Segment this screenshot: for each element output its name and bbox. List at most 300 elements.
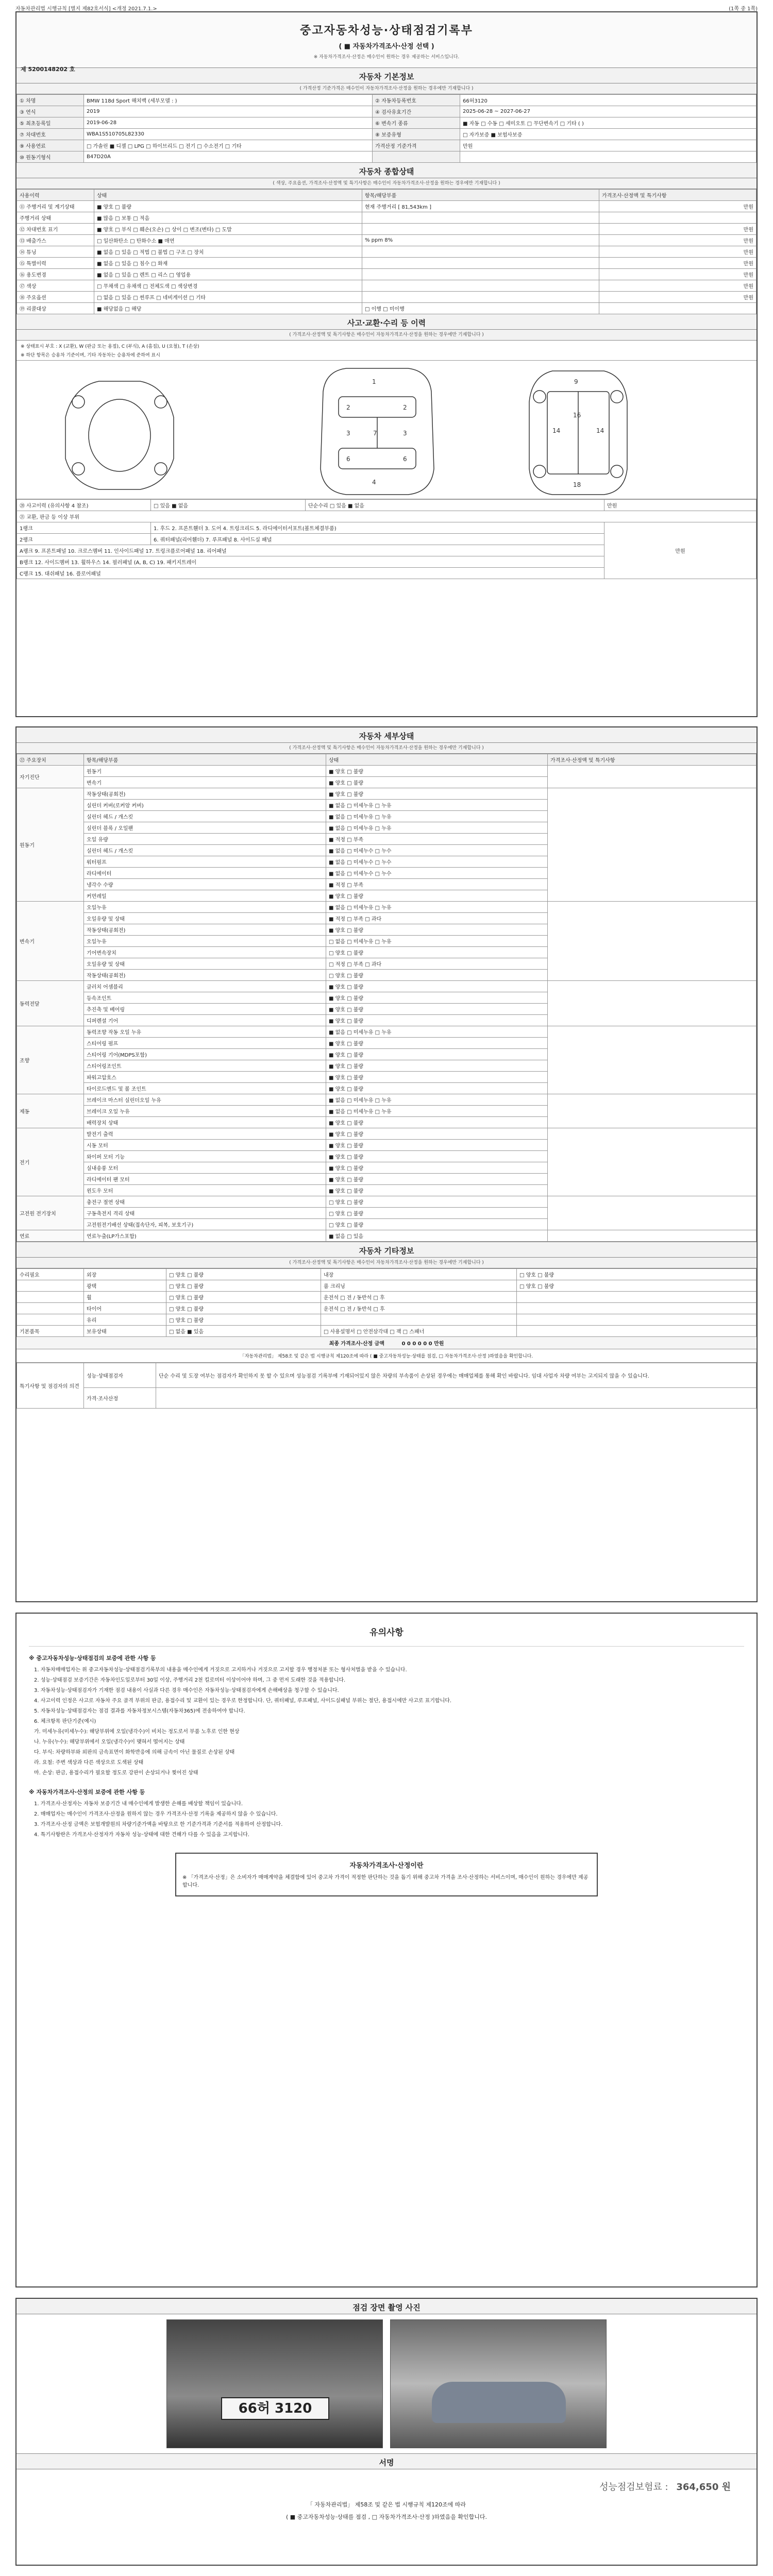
detail-state: □ 적정 □ 부족 □ 과다 <box>326 958 548 970</box>
overall-header-price: 가격조사·산정액 및 특기사항 <box>599 190 757 201</box>
overall-price: 만원 <box>599 224 757 235</box>
overall-detail <box>362 212 599 224</box>
overall-header-item: 항목/해당부품 <box>362 190 599 201</box>
detail-item: 실내송풍 모터 <box>84 1162 326 1174</box>
other-state-b <box>517 1314 757 1326</box>
note-item: 1. 자동차매매업자는 위 중고자동차성능·상태점검기록부의 내용을 매수인에게 거짓으로 고지하거나 거짓으로 고지할 경우 행정처분 또는 형사처벌을 받을 수 있습니다. <box>34 1667 407 1673</box>
frame-c: C랭크 15. 대쉬패널 16. 플로어패널 <box>17 568 604 579</box>
outer-1-items: 1. 후드 2. 프론트휀더 3. 도어 4. 트렁크리드 5. 라디에이터서포트(볼트체결부품) <box>151 522 604 534</box>
simple-repair: 단순수리 □ 있음 ■ 없음 <box>306 500 604 511</box>
document-subtitle: ( ■ 자동차가격조사·산정 선택 ) <box>339 43 434 50</box>
detail-state: ■ 없음 □ 미세누수 □ 누수 <box>326 856 548 868</box>
detail-price <box>548 1230 757 1242</box>
detail-item: 오일누유 <box>84 902 326 913</box>
overall-price: 만원 <box>599 246 757 258</box>
special-a-text: 단순 수리 및 도장 여부는 점검자가 확인하지 못 할 수 있으며 성능점검 기록부에 기재되어있지 않은 차량의 부속품이 손상된 경우에는 매매업체를 통해 확인 바랍니다. 임대 사업자 차량 여부는 고지되지 않을 수 있습니다. <box>156 1363 757 1388</box>
overall-row <box>17 258 757 269</box>
detail-row <box>17 1196 757 1208</box>
accident-price: 만원 <box>604 500 757 511</box>
exchange-price: 만원 <box>604 522 757 579</box>
detail-state: ■ 없음 □ 미세누유 □ 누유 <box>326 1106 548 1117</box>
detail-row <box>17 1094 757 1106</box>
other-state: □ 양호 □ 불량 <box>166 1314 321 1326</box>
detail-item: 실린더 헤드 / 개스킷 <box>84 845 326 856</box>
detail-state: ■ 양호 □ 불량 <box>326 890 548 902</box>
note-item: 1. 가격조사·산정자는 자동차 보증기간 내 매수인에게 발생한 손해를 배상할 책임이 있습니다. <box>34 1801 243 1807</box>
rear-photo <box>390 2319 607 2448</box>
other-state-b: □ 양호 □ 불량 <box>517 1280 757 1292</box>
detail-state: ■ 양호 □ 불량 <box>326 1151 548 1162</box>
basic-label: ② 자동차등록번호 <box>373 95 460 106</box>
detail-item: 스티어링조인트 <box>84 1060 326 1072</box>
svg-text:4: 4 <box>372 479 376 486</box>
detail-item: 실린더 커버(로커암 커버) <box>84 800 326 811</box>
notes-section-1: ※ 중고자동차성능·상태점검의 보증에 관한 사항 등 <box>29 1655 156 1662</box>
detail-state: ■ 없음 □ 있음 <box>326 1230 548 1242</box>
detail-item: 브레이크 마스터 실린더오일 누유 <box>84 1094 326 1106</box>
detail-header-state: 상태 <box>326 754 548 766</box>
overall-item: ⑱ 주요옵션 <box>17 292 94 303</box>
outer-2-items: 6. 쿼터패널(리어휀더) 7. 루프패널 8. 사이드실 패널 <box>151 534 604 545</box>
basic-label: ⑧ 보증유형 <box>373 129 460 140</box>
price-explanation-title: 자동차가격조사·산정이란 <box>349 1862 424 1870</box>
detail-state: ■ 양호 □ 불량 <box>326 1072 548 1083</box>
basic-label: 가격산정 기준가격 <box>373 140 460 151</box>
document-number-value: 5200148202 <box>28 66 68 73</box>
overall-item: ⑲ 리콜대상 <box>17 303 94 314</box>
basic-value: 만원 <box>460 140 757 151</box>
detail-header-device: ㉒ 주요장치 <box>17 754 84 766</box>
detail-row <box>17 1128 757 1140</box>
overall-row <box>17 303 757 314</box>
detail-state: ■ 양호 □ 불량 <box>326 777 548 788</box>
detail-group: 연료 <box>17 1230 84 1242</box>
other-row <box>17 1314 757 1326</box>
basic-label: ③ 연식 <box>17 106 84 117</box>
special-b-label: 가격·조사산정 <box>84 1388 156 1409</box>
frame-a: A랭크 9. 프론트패널 10. 크로스멤버 11. 인사이드패널 17. 트렁크플로어패널 18. 리어패널 <box>17 545 604 556</box>
basic-label: ⑤ 최초등록일 <box>17 117 84 129</box>
fee-row <box>16 2469 757 2498</box>
page-2 <box>15 726 758 1602</box>
basic-value <box>460 151 757 163</box>
detail-item: 라디에이터 팬 모터 <box>84 1174 326 1185</box>
detail-state: ■ 없음 □ 미세누유 □ 누유 <box>326 1094 548 1106</box>
svg-text:7: 7 <box>373 430 377 437</box>
note-item: 4. 사고이력 인정은 사고로 자동차 주요 골격 부위의 판금, 용접수리 및 교환이 있는 경우로 한정합니다. 단, 쿼터패널, 루프패널, 사이드실패널 부위는 절단, 용접시에만 사고로 표기합니다. <box>34 1698 452 1704</box>
notes-list-2 <box>29 1800 744 1839</box>
overall-row <box>17 246 757 258</box>
svg-text:16: 16 <box>573 412 581 419</box>
detail-item: 오일유량 및 상태 <box>84 913 326 924</box>
overall-price <box>599 303 757 314</box>
basic-label: ⑩ 원동기형식 <box>17 151 84 163</box>
detail-item: 충전구 절연 상태 <box>84 1196 326 1208</box>
other-item-b: 운전석 □ 전 / 동반석 □ 후 <box>321 1303 517 1314</box>
detail-state: ■ 없음 □ 미세누유 □ 누유 <box>326 811 548 822</box>
basic-label: ④ 검사유효기간 <box>373 106 460 117</box>
document-number: 제 5200148202 호 <box>21 66 75 73</box>
detail-state: ■ 양호 □ 불량 <box>326 1162 548 1174</box>
note-item: 5. 자동차성능·상태점검자는 점검 결과를 자동차정보시스템(자동차365)에 전송하여야 합니다. <box>34 1708 245 1714</box>
detail-state: ■ 없음 □ 미세누수 □ 누수 <box>326 845 548 856</box>
special-a-label: 성능·상태점검자 <box>84 1363 156 1388</box>
other-subtitle: ( 가격조사·산정액 및 특기사항은 매수인이 자동차가격조사·산정을 원하는 경우에만 기재합니다 ) <box>16 1258 757 1268</box>
detail-state: ■ 양호 □ 불량 <box>326 1015 548 1026</box>
overall-detail <box>362 258 599 269</box>
car-frame-view <box>529 371 627 495</box>
footer-line-1: 「 자동차관리법」 제58조 및 같은 법 시행규칙 제120조에 따라 <box>307 2501 466 2508</box>
overall-state: ■ 해당없음 □ 해당 <box>94 303 362 314</box>
overall-row <box>17 280 757 292</box>
other-item-b: □ 사용설명서 □ 안전삼각대 □ 잭 □ 스패너 <box>321 1326 517 1337</box>
detail-item: 오일유량 및 상태 <box>84 958 326 970</box>
basic-label: ⑨ 사용연료 <box>17 140 84 151</box>
overall-state: ■ 양호 □ 부식 □ 훼손(오손) □ 상이 □ 변조(변타) □ 도말 <box>94 224 362 235</box>
detail-item: 실린더 헤드 / 개스킷 <box>84 811 326 822</box>
overall-item: ⑰ 색상 <box>17 280 94 292</box>
overall-item: ⑯ 용도변경 <box>17 269 94 280</box>
other-item-b: 내장 <box>321 1269 517 1280</box>
detail-item: 냉각수 수량 <box>84 879 326 890</box>
basic-row <box>17 151 757 163</box>
other-item: 광택 <box>84 1280 166 1292</box>
basic-label: ⑥ 변속기 종류 <box>373 117 460 129</box>
car-diagram-area <box>16 360 757 499</box>
footer-line-2: ( ■ 중고자동차성능·상태를 점검 , □ 자동차가격조사·산정 )하였음을 확인합니다. <box>285 2514 488 2520</box>
detail-item: 파워고압호스 <box>84 1072 326 1083</box>
overall-row <box>17 212 757 224</box>
basic-label: ① 차명 <box>17 95 84 106</box>
other-item-b: 운전석 □ 전 / 동반석 □ 후 <box>321 1292 517 1303</box>
svg-text:14: 14 <box>552 427 561 434</box>
accident-history-label: ⑳ 사고이력 (유의사항 4 참조) <box>17 500 151 511</box>
detail-group: 전기 <box>17 1128 84 1196</box>
basic-value: ■ 자동 □ 수동 □ 세미오토 □ 무단변속기 □ 기타 ( ) <box>460 117 757 129</box>
detail-item: 구동축전지 격리 상태 <box>84 1208 326 1219</box>
form-reference: 자동차관리법 시행규칙 [별지 제82호서식] <개정 2021.7.1.> <box>15 6 157 12</box>
overall-price: 만원 <box>599 269 757 280</box>
detail-state: □ 양호 □ 불량 <box>326 1208 548 1219</box>
overall-detail <box>362 269 599 280</box>
page-1 <box>15 11 758 717</box>
overall-detail <box>362 224 599 235</box>
basic-row <box>17 129 757 140</box>
overall-header-state: 상태 <box>94 190 362 201</box>
other-group <box>17 1314 84 1326</box>
detail-subtitle: ( 가격조사·산정액 및 특기사항은 매수인이 자동차가격조사·산정을 원하는 경우에만 기재합니다 ) <box>16 743 757 754</box>
photos-title: 점검 장면 촬영 사진 <box>16 2299 757 2314</box>
svg-text:2: 2 <box>346 404 350 411</box>
overall-state: ■ 없음 □ 있음 □ 침수 □ 화재 <box>94 258 362 269</box>
detail-group: 제동 <box>17 1094 84 1128</box>
overall-row <box>17 224 757 235</box>
basic-value: WBA1S510705L82330 <box>84 129 373 140</box>
fee-value: 364,650 원 <box>676 2482 731 2493</box>
detail-item: 스티어링 펌프 <box>84 1038 326 1049</box>
detail-item: 워터펌프 <box>84 856 326 868</box>
other-state: □ 양호 □ 불량 <box>166 1292 321 1303</box>
basic-info-subtitle: ( 가격산정 기준가격은 매수인이 자동차가격조사·산정을 원하는 경우에만 기재합니다 ) <box>16 83 757 94</box>
overall-row <box>17 269 757 280</box>
detail-item: 작동상태(공회전) <box>84 788 326 800</box>
overall-price: 만원 <box>599 280 757 292</box>
detail-state: ■ 양호 □ 불량 <box>326 1185 548 1196</box>
detail-item: 디퍼렌셜 기어 <box>84 1015 326 1026</box>
photos-row <box>16 2314 757 2453</box>
overall-state: ■ 많음 □ 보통 □ 적음 <box>94 212 362 224</box>
basic-value: □ 가솔린 ■ 디젤 □ LPG □ 하이브리드 □ 전기 □ 수소전기 □ 기타 <box>84 140 373 151</box>
outer-2-title: 2랭크 <box>17 534 151 545</box>
other-row <box>17 1269 757 1280</box>
accident-table <box>16 499 757 579</box>
other-group: 수리필요 <box>17 1269 84 1280</box>
basic-row <box>17 117 757 129</box>
svg-text:6: 6 <box>346 455 350 463</box>
page-4 <box>15 2298 758 2566</box>
overall-row <box>17 201 757 212</box>
svg-text:9: 9 <box>574 378 578 385</box>
detail-item: 배력장치 상태 <box>84 1117 326 1128</box>
note-item: 3. 자동차성능·상태점검자가 기재한 점검 내용이 사실과 다른 경우 매수인은 자동차성능·상태점검자에게 손해배상을 청구할 수 있습니다. <box>34 1688 339 1693</box>
detail-state: ■ 양호 □ 불량 <box>326 766 548 777</box>
detail-state: ■ 양호 □ 불량 <box>326 981 548 992</box>
signature-title: 서명 <box>16 2453 757 2469</box>
detail-state: ■ 양호 □ 불량 <box>326 1140 548 1151</box>
detail-item: 동력조향 작동 오일 누유 <box>84 1026 326 1038</box>
special-label: 특기사항 및 점검자의 의견 <box>17 1363 84 1409</box>
note-item: 마. 손상: 판금, 용접수리가 필요할 정도로 강판이 손상되거나 찢어진 상태 <box>34 1770 198 1776</box>
front-photo <box>166 2319 383 2448</box>
note-item: 3. 가격조사·산정 금액은 보험개발원의 차량기준가액을 바탕으로 한 기준가격과 기준서를 적용하여 산정합니다. <box>34 1822 283 1827</box>
accident-legend-2: ※ 하단 항목은 승용차 기준이며, 기타 자동차는 승용차에 준하여 표시 <box>21 353 160 358</box>
detail-state: ■ 양호 □ 불량 <box>326 1038 548 1049</box>
detail-item: 시동 모터 <box>84 1140 326 1151</box>
overall-price: 만원 <box>599 235 757 246</box>
detail-item: 발전기 출력 <box>84 1128 326 1140</box>
overall-price: 만원 <box>599 201 757 212</box>
svg-text:2: 2 <box>403 404 407 411</box>
overall-item: ⑪ 주행거리 및 계기상태 <box>17 201 94 212</box>
note-item: 나. 누유(누수): 해당부위에서 오일(냉각수)이 맺혀서 떨어지는 상태 <box>34 1739 185 1745</box>
overall-detail <box>362 280 599 292</box>
detail-state: □ 양호 □ 불량 <box>326 1196 548 1208</box>
detail-state: □ 양호 □ 불량 <box>326 1219 548 1230</box>
basic-value: □ 자가보증 ■ 보험사보증 <box>460 129 757 140</box>
detail-item: 실린더 블록 / 오일팬 <box>84 822 326 834</box>
note-item: 라. 요철: 주변 색상과 다른 색상으로 도색된 상태 <box>34 1760 144 1766</box>
detail-group: 조향 <box>17 1026 84 1094</box>
detail-price <box>548 902 757 981</box>
overall-state: ■ 없음 □ 있음 □ 적법 □ 불법 □ 구조 □ 장치 <box>94 246 362 258</box>
other-state-b <box>517 1292 757 1303</box>
overall-price <box>599 212 757 224</box>
detail-state: ■ 적정 □ 부족 <box>326 879 548 890</box>
basic-value: BMW 118d Sport 해치백 (세부모델 : ) <box>84 95 373 106</box>
form-header-row <box>15 4 758 12</box>
car-shape <box>432 2382 566 2423</box>
basic-row <box>17 140 757 151</box>
overall-item: ⑮ 특별이력 <box>17 258 94 269</box>
overall-row <box>17 292 757 303</box>
other-state: □ 양호 □ 불량 <box>166 1303 321 1314</box>
detail-group: 변속기 <box>17 902 84 981</box>
overall-table <box>16 189 757 314</box>
accident-history-value: □ 있음 ■ 없음 <box>151 500 306 511</box>
note-item: 2. 매매업자는 매수인이 가격조사·산정을 원하지 않는 경우 가격조사·산정 기록을 제공하지 않을 수 있습니다. <box>34 1811 278 1817</box>
other-group <box>17 1280 84 1292</box>
overall-state: ■ 양호 □ 불량 <box>94 201 362 212</box>
other-group <box>17 1292 84 1303</box>
overall-title: 자동차 종합상태 <box>16 163 757 178</box>
detail-state: ■ 양호 □ 불량 <box>326 1083 548 1094</box>
exchange-label: ㉑ 교환, 판금 등 이상 부위 <box>17 511 757 522</box>
page-3 <box>15 1613 758 2287</box>
overall-price: 만원 <box>599 292 757 303</box>
svg-text:14: 14 <box>596 427 604 434</box>
basic-row <box>17 106 757 117</box>
confirmation-notice: 「자동차관리법」 제58조 및 같은 법 시행규칙 제120조에 따라 ( ■ 중고자동차성능·상태를 점검, □ 자동차가격조사·산정 )하였음을 확인합니다. <box>16 1349 757 1363</box>
license-plate: 66허 3120 <box>221 2397 329 2420</box>
detail-header-price: 가격조사·산정액 및 특기사항 <box>548 754 757 766</box>
other-title: 자동차 기타정보 <box>16 1242 757 1258</box>
detail-price <box>548 1094 757 1128</box>
overall-state: ■ 없음 □ 있음 □ 렌트 □ 리스 □ 영업용 <box>94 269 362 280</box>
svg-text:6: 6 <box>403 455 407 463</box>
detail-price <box>548 1128 757 1196</box>
other-row <box>17 1292 757 1303</box>
detail-price <box>548 766 757 788</box>
detail-state: □ 양호 □ 불량 <box>326 947 548 958</box>
detail-row <box>17 766 757 777</box>
overall-detail: 현재 주행거리 [ 81,543km ] <box>362 201 599 212</box>
detail-state: ■ 양호 □ 불량 <box>326 1049 548 1060</box>
other-state-b <box>517 1326 757 1337</box>
page-label: (1쪽 중 1쪽) <box>729 6 758 12</box>
detail-title: 자동차 세부상태 <box>16 727 757 743</box>
outer-1-title: 1랭크 <box>17 522 151 534</box>
detail-state: ■ 양호 □ 불량 <box>326 992 548 1004</box>
accident-subtitle: ( 가격조사·산정액 및 특기사항은 매수인이 자동차가격조사·산정을 원하는 경우에만 기재합니다 ) <box>16 330 757 341</box>
detail-item: 타이로드엔드 및 볼 조인트 <box>84 1083 326 1094</box>
detail-group: 고전원 전기장치 <box>17 1196 84 1230</box>
svg-text:3: 3 <box>346 430 350 437</box>
final-price-value: 0 0 0 0 0 0 만원 <box>401 1341 444 1347</box>
basic-value: 66허3120 <box>460 95 757 106</box>
note-item: 2. 성능·상태점검 보증기간은 자동차인도일로부터 30일 이상, 주행거리 2천 킬로미터 이상이어야 하며, 그 중 먼저 도래한 것을 적용합니다. <box>34 1677 346 1683</box>
title-block <box>16 12 757 73</box>
special-b-text <box>156 1388 757 1409</box>
basic-value: B47D20A <box>84 151 373 163</box>
detail-table <box>16 754 757 1242</box>
other-state-b: □ 양호 □ 불량 <box>517 1269 757 1280</box>
detail-item: 변속기 <box>84 777 326 788</box>
detail-state: □ 없음 □ 미세누유 □ 누유 <box>326 936 548 947</box>
overall-item: 주행거리 상태 <box>17 212 94 224</box>
overall-price: 만원 <box>599 258 757 269</box>
accident-title: 사고·교환·수리 등 이력 <box>16 314 757 330</box>
detail-state: ■ 적정 □ 부족 <box>326 834 548 845</box>
document-title: 중고자동차성능·상태점검기록부 <box>300 24 473 37</box>
other-item: 타이어 <box>84 1303 166 1314</box>
detail-group: 원동기 <box>17 788 84 902</box>
detail-price <box>548 1026 757 1094</box>
basic-value: 2025-06-28 ~ 2027-06-27 <box>460 106 757 117</box>
other-item-b <box>321 1314 517 1326</box>
detail-state: ■ 양호 □ 불량 <box>326 1004 548 1015</box>
other-item: 보유상태 <box>84 1326 166 1337</box>
fee-label: 성능점검보험료 : <box>599 2482 668 2493</box>
detail-row <box>17 1026 757 1038</box>
detail-state: □ 양호 □ 불량 <box>326 970 548 981</box>
document-note: ※ 자동차가격조사·산정은 매수인이 원하는 경우 제공하는 서비스입니다. <box>313 55 460 60</box>
detail-item: 기어변속장치 <box>84 947 326 958</box>
detail-state: ■ 양호 □ 불량 <box>326 924 548 936</box>
car-left-side-view <box>65 381 174 489</box>
car-diagram <box>16 361 757 500</box>
detail-state: ■ 없음 □ 미세누유 □ 누유 <box>326 822 548 834</box>
detail-row <box>17 902 757 913</box>
note-item: 가. 미세누유(미세누수): 해당부위에 오일(냉각수)이 비치는 정도로서 부품 노후로 인한 현상 <box>34 1729 240 1735</box>
svg-text:3: 3 <box>403 430 407 437</box>
basic-info-table <box>16 94 757 163</box>
price-explanation-text: ※ 「가격조사·산정」은 소비자가 매매계약을 체결함에 있어 중고차 가격이 적정한 판단하는 것을 돕기 위해 중고차 가격을 조사·산정하는 서비스이며, 매수인이 원하는 경우에만 제공합니다. <box>182 1875 589 1888</box>
detail-state: ■ 없음 □ 미세누수 □ 누수 <box>326 868 548 879</box>
detail-header-item: 항목/해당부품 <box>84 754 326 766</box>
other-table <box>16 1268 757 1337</box>
detail-row <box>17 1230 757 1242</box>
notes-section-2: ※ 자동차가격조사·산정의 보증에 관한 사항 등 <box>29 1789 145 1795</box>
basic-label: ⑦ 차대번호 <box>17 129 84 140</box>
other-state: □ 양호 □ 불량 <box>166 1280 321 1292</box>
accident-legend: ※ 상태표시 부호 : X (교환), W (판금 또는 용접), C (부식), A (흠집), U (요철), T (손상) <box>21 344 199 349</box>
overall-state: □ 일산화탄소 □ 탄화수소 ■ 매연 <box>94 235 362 246</box>
price-explanation-box <box>175 1853 598 1896</box>
detail-item: 원동기 <box>84 766 326 777</box>
detail-row <box>17 981 757 992</box>
notes-list-1 <box>29 1666 744 1777</box>
detail-state: ■ 없음 □ 미세누유 □ 누유 <box>326 902 548 913</box>
overall-row <box>17 235 757 246</box>
overall-detail <box>362 246 599 258</box>
overall-header-history: 사용이력 <box>17 190 94 201</box>
detail-item: 오일 유량 <box>84 834 326 845</box>
detail-item: 등속조인트 <box>84 992 326 1004</box>
detail-state: ■ 적정 □ 부족 □ 과다 <box>326 913 548 924</box>
detail-item: 고전원전기배선 상태(접속단자, 피복, 보호기구) <box>84 1219 326 1230</box>
svg-text:18: 18 <box>573 481 581 488</box>
other-row <box>17 1303 757 1314</box>
detail-state: ■ 양호 □ 불량 <box>326 1060 548 1072</box>
detail-price <box>548 788 757 902</box>
detail-item: 스티어링 기어(MDPS포함) <box>84 1049 326 1060</box>
overall-state: □ 무채색 □ 유채색 □ 전체도색 □ 색상변경 <box>94 280 362 292</box>
overall-item: ⑬ 배출가스 <box>17 235 94 246</box>
other-state: □ 없음 ■ 있음 <box>166 1326 321 1337</box>
detail-item: 와이퍼 모터 기능 <box>84 1151 326 1162</box>
other-group <box>17 1303 84 1314</box>
detail-state: ■ 양호 □ 불량 <box>326 788 548 800</box>
frame-b: B랭크 12. 사이드멤버 13. 휠하우스 14. 필러패널 (A, B, C) 19. 패키지트레이 <box>17 556 604 568</box>
detail-item: 오일누유 <box>84 936 326 947</box>
overall-item: ⑭ 튜닝 <box>17 246 94 258</box>
detail-item: 라디에이터 <box>84 868 326 879</box>
detail-price <box>548 981 757 1026</box>
other-item-b: 룸 크리닝 <box>321 1280 517 1292</box>
overall-subtitle: ( 색상, 주요옵션, 가격조사·산정액 및 특기사항은 매수인이 자동차가격조사·산정을 원하는 경우에만 기재합니다 ) <box>16 178 757 189</box>
detail-state: ■ 양호 □ 불량 <box>326 1128 548 1140</box>
basic-value: 2019 <box>84 106 373 117</box>
